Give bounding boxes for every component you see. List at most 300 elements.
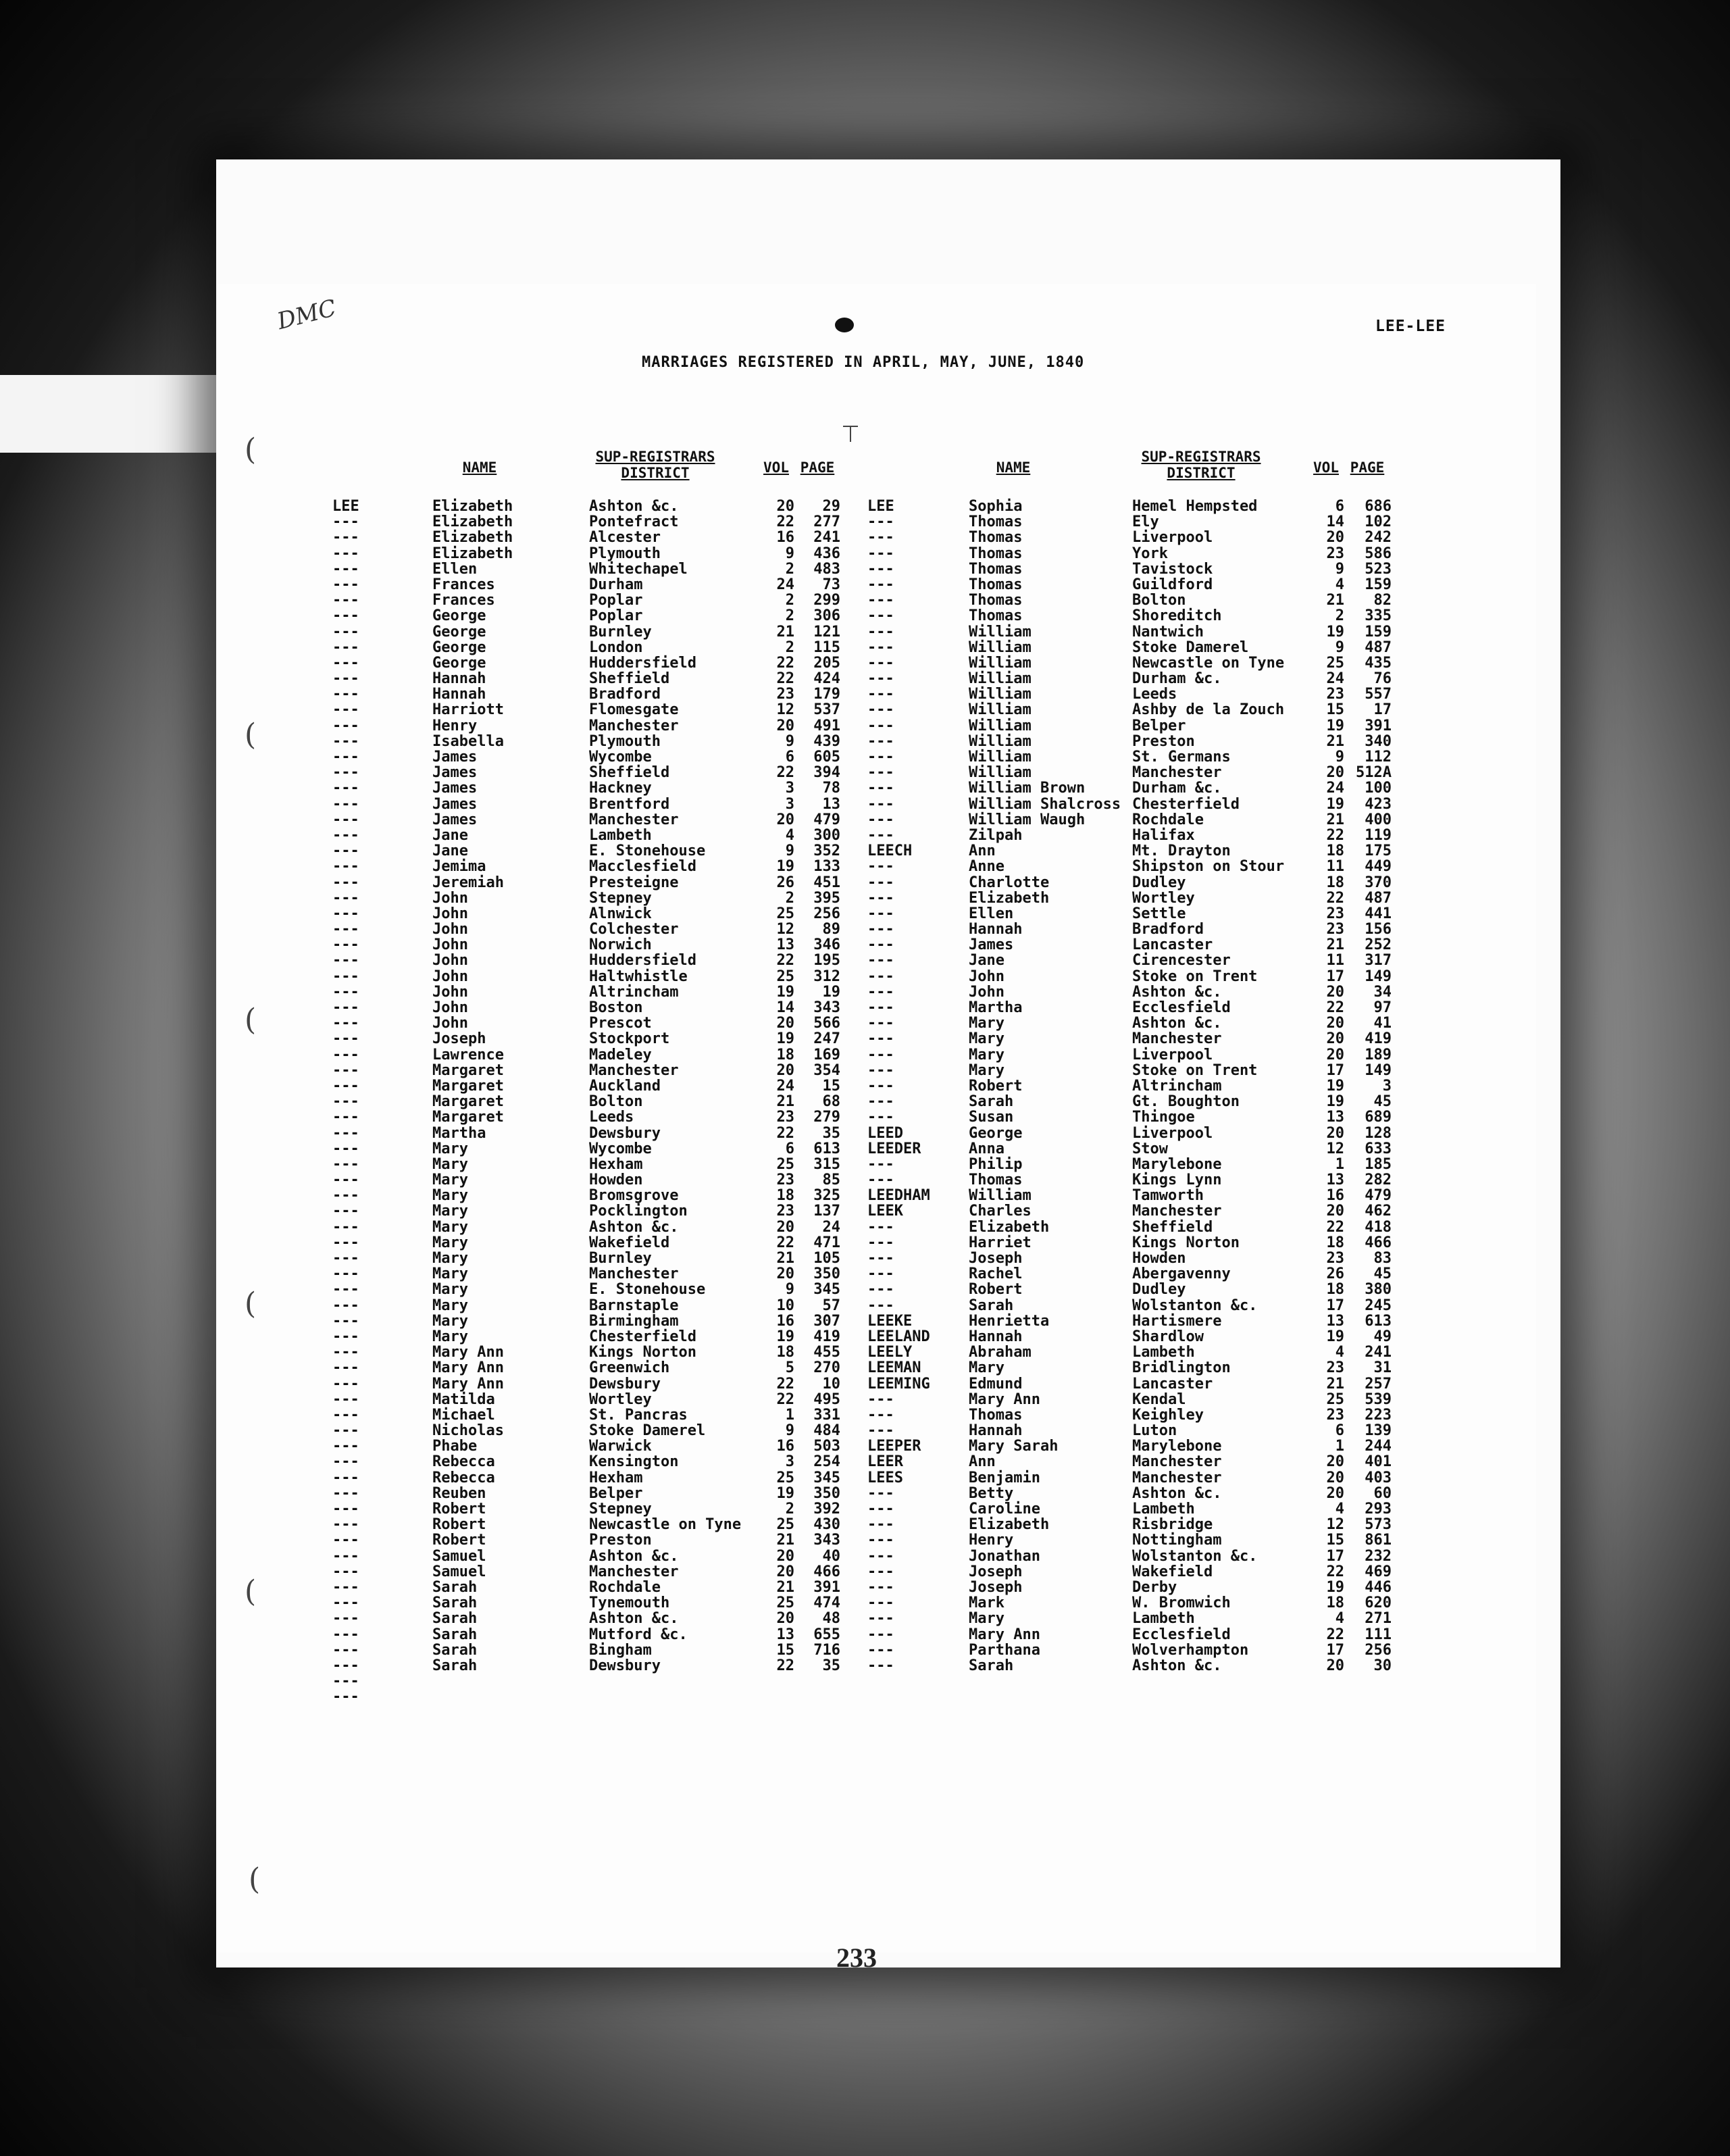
given-name-cell: William (969, 749, 1032, 766)
district-cell: Stoke Damerel (589, 1422, 706, 1440)
district-cell: Liverpool (1132, 529, 1213, 547)
district-cell: Liverpool (1132, 1124, 1213, 1142)
district-cell: Wycombe (589, 749, 652, 766)
page-cell: 586 (1365, 545, 1392, 562)
district-cell: Ashton &c. (589, 1610, 679, 1628)
surname-cell: --- (332, 1595, 359, 1612)
given-name-cell: James (432, 764, 478, 782)
district-cell: Greenwich (589, 1359, 670, 1377)
given-name-cell: James (432, 811, 478, 828)
page-cell: 345 (813, 1281, 840, 1299)
surname-cell: --- (867, 607, 894, 625)
page-cell: 271 (1365, 1610, 1392, 1628)
page-cell: 430 (813, 1516, 840, 1534)
page-cell: 41 (1373, 1015, 1392, 1032)
vol-cell: 20 (776, 1061, 794, 1079)
surname-cell: --- (867, 1610, 894, 1628)
page-cell: 474 (813, 1595, 840, 1612)
vol-cell: 4 (1335, 576, 1344, 593)
page-cell: 620 (1365, 1595, 1392, 1612)
district-cell: Ashby de la Zouch (1132, 701, 1285, 719)
page-cell: 15 (822, 1077, 840, 1095)
district-cell: Manchester (1132, 1453, 1222, 1471)
page-cell: 156 (1365, 921, 1392, 938)
surname-cell: --- (867, 623, 894, 641)
vol-cell: 16 (776, 529, 794, 547)
vol-cell: 14 (1326, 513, 1344, 531)
page-cell: 350 (813, 1265, 840, 1283)
surname-cell: --- (332, 858, 359, 876)
district-cell: Howden (1132, 1250, 1186, 1267)
district-cell: Lancaster (1132, 1375, 1213, 1393)
page-cell: 539 (1365, 1390, 1392, 1408)
surname-cell: --- (867, 592, 894, 609)
vol-cell: 24 (1326, 670, 1344, 688)
surname-cell: --- (867, 1390, 894, 1408)
surname-cell: --- (332, 654, 359, 672)
surname-cell: --- (332, 1641, 359, 1659)
page-cell: 455 (813, 1344, 840, 1361)
given-name-cell: Martha (432, 1124, 486, 1142)
page-cell: 487 (1365, 889, 1392, 907)
given-name-cell: John (432, 999, 468, 1016)
surname-cell: --- (332, 607, 359, 625)
surname-cell: LEE (332, 498, 359, 515)
district-cell: Stoke on Trent (1132, 1061, 1258, 1079)
surname-cell: --- (867, 749, 894, 766)
header-vol-right: VOL (1313, 459, 1339, 476)
page-cell: 139 (1365, 1422, 1392, 1440)
given-name-cell: Jane (432, 826, 468, 844)
vol-cell: 18 (1326, 1234, 1344, 1251)
vol-cell: 20 (1326, 529, 1344, 547)
district-cell: Preston (589, 1532, 652, 1549)
surname-cell: --- (332, 576, 359, 593)
surname-cell: --- (332, 1406, 359, 1424)
given-name-cell: Robert (432, 1501, 486, 1518)
district-cell: Tynemouth (589, 1595, 670, 1612)
page-cell: 446 (1365, 1578, 1392, 1596)
vol-cell: 10 (776, 1297, 794, 1314)
vol-cell: 20 (1326, 1657, 1344, 1674)
given-name-cell: Mary (432, 1155, 468, 1173)
page-cell: 391 (813, 1578, 840, 1596)
header-district-right: SUP-REGISTRARS DISTRICT (1141, 449, 1261, 481)
page-cell: 100 (1365, 780, 1392, 797)
page-cell: 380 (1365, 1281, 1392, 1299)
vol-cell: 20 (1326, 983, 1344, 1001)
surname-cell: --- (332, 1422, 359, 1440)
given-name-cell: Phabe (432, 1438, 478, 1455)
surname-cell: --- (867, 638, 894, 656)
given-name-cell: Mary (969, 1015, 1004, 1032)
page-title: MARRIAGES REGISTERED IN APRIL, MAY, JUNE, 1840 (642, 354, 1085, 371)
vol-cell: 19 (1326, 1578, 1344, 1596)
vol-cell: 25 (776, 1155, 794, 1173)
vol-cell: 2 (785, 592, 794, 609)
vol-cell: 4 (1335, 1610, 1344, 1628)
vol-cell: 9 (1335, 560, 1344, 578)
given-name-cell: Thomas (969, 576, 1023, 593)
district-cell: Poplar (589, 607, 643, 625)
surname-cell: --- (332, 1547, 359, 1565)
vol-cell: 22 (1326, 889, 1344, 907)
district-cell: Ashton &c. (1132, 983, 1222, 1001)
page-cell: 466 (813, 1563, 840, 1580)
surname-cell: --- (332, 1501, 359, 1518)
district-cell: Lambeth (1132, 1610, 1195, 1628)
surname-cell: --- (332, 1469, 359, 1486)
given-name-cell: Mary (969, 1030, 1004, 1048)
district-cell: Macclesfield (589, 858, 696, 876)
vol-cell: 22 (1326, 1626, 1344, 1643)
vol-cell: 22 (776, 764, 794, 782)
district-cell: Wakefield (589, 1234, 670, 1251)
page-cell: 466 (1365, 1234, 1392, 1251)
surname-cell: --- (867, 1234, 894, 1251)
surname-cell: --- (332, 1390, 359, 1408)
right-vol-column (1311, 499, 1344, 1674)
vol-cell: 19 (1326, 1077, 1344, 1095)
page-cell: 462 (1365, 1203, 1392, 1220)
given-name-cell: Hannah (969, 1422, 1023, 1440)
surname-cell: --- (332, 1328, 359, 1345)
district-cell: Belper (589, 1484, 643, 1502)
vol-cell: 22 (776, 1657, 794, 1674)
surname-cell: --- (332, 1046, 359, 1063)
given-name-cell: Harriott (432, 701, 504, 719)
given-name-cell: Martha (969, 999, 1023, 1016)
page-cell: 419 (1365, 1030, 1392, 1048)
surname-cell: --- (867, 780, 894, 797)
given-name-cell: Benjamin (969, 1469, 1040, 1486)
district-cell: Bolton (1132, 592, 1186, 609)
vol-cell: 2 (785, 1501, 794, 1518)
page-cell: 149 (1365, 1061, 1392, 1079)
district-cell: Ecclesfield (1132, 1626, 1231, 1643)
page-cell: 503 (813, 1438, 840, 1455)
surname-cell: --- (867, 1093, 894, 1111)
district-cell: Pocklington (589, 1203, 688, 1220)
vol-cell: 20 (776, 1547, 794, 1565)
vol-cell: 3 (785, 795, 794, 813)
vol-cell: 18 (1326, 843, 1344, 860)
page-cell: 232 (1365, 1547, 1392, 1565)
page-cell: 449 (1365, 858, 1392, 876)
page-cell: 133 (813, 858, 840, 876)
surname-cell: --- (867, 529, 894, 547)
page-cell: 35 (822, 1124, 840, 1142)
vol-cell: 4 (785, 826, 794, 844)
surname-cell: LEEK (867, 1203, 903, 1220)
district-cell: Stepney (589, 1501, 652, 1518)
district-cell: Norwich (589, 936, 652, 954)
page-cell: 19 (822, 983, 840, 1001)
vol-cell: 13 (1326, 1312, 1344, 1330)
district-cell: Presteigne (589, 874, 679, 891)
district-cell: Kings Norton (589, 1344, 696, 1361)
page-cell: 73 (822, 576, 840, 593)
district-cell: Bromsgrove (589, 1187, 679, 1205)
given-name-cell: Nicholas (432, 1422, 504, 1440)
district-cell: Sheffield (1132, 1218, 1213, 1236)
district-cell: Bolton (589, 1093, 643, 1111)
surname-cell: --- (867, 1218, 894, 1236)
given-name-cell: Frances (432, 592, 495, 609)
given-name-cell: James (432, 749, 478, 766)
district-cell: St. Germans (1132, 749, 1231, 766)
given-name-cell: Ellen (969, 905, 1014, 922)
page-cell: 394 (813, 764, 840, 782)
surname-cell: --- (332, 686, 359, 703)
given-name-cell: Mary Ann (969, 1626, 1040, 1643)
vol-cell: 25 (776, 968, 794, 985)
page-cell: 479 (1365, 1187, 1392, 1205)
given-name-cell: John (432, 983, 468, 1001)
vol-cell: 3 (785, 780, 794, 797)
surname-cell: --- (867, 1406, 894, 1424)
given-name-cell: Mary Ann (432, 1344, 504, 1361)
page-cell: 436 (813, 545, 840, 562)
vol-cell: 15 (1326, 701, 1344, 719)
vol-cell: 9 (785, 732, 794, 750)
surname-cell: --- (867, 999, 894, 1016)
surname-cell: --- (332, 1578, 359, 1596)
surname-cell: --- (332, 1312, 359, 1330)
given-name-cell: Sarah (432, 1578, 478, 1596)
page-cell: 317 (1365, 952, 1392, 970)
page-cell: 119 (1365, 826, 1392, 844)
surname-cell: --- (332, 529, 359, 547)
given-name-cell: Joseph (969, 1563, 1023, 1580)
vol-cell: 11 (1326, 952, 1344, 970)
surname-cell: --- (867, 1155, 894, 1173)
page-cell: 345 (813, 1469, 840, 1486)
surname-cell: --- (332, 1093, 359, 1111)
vol-cell: 21 (776, 1250, 794, 1267)
surname-cell: --- (332, 623, 359, 641)
given-name-cell: Margaret (432, 1109, 504, 1126)
vol-cell: 22 (776, 952, 794, 970)
page-cell: 10 (822, 1375, 840, 1393)
surname-cell: --- (867, 952, 894, 970)
vol-cell: 12 (776, 701, 794, 719)
page-cell: 418 (1365, 1218, 1392, 1236)
district-cell: Prescot (589, 1015, 652, 1032)
header-district-left: SUP-REGISTRARS DISTRICT (595, 449, 715, 481)
given-name-cell: Margaret (432, 1093, 504, 1111)
given-name-cell: Reuben (432, 1484, 486, 1502)
page-cell: 613 (813, 1140, 840, 1157)
surname-cell: --- (332, 1218, 359, 1236)
district-cell: Durham &c. (1132, 780, 1222, 797)
given-name-cell: George (432, 654, 486, 672)
vol-cell: 24 (776, 1077, 794, 1095)
surname-cell: --- (332, 780, 359, 797)
vol-cell: 23 (776, 1203, 794, 1220)
vol-cell: 14 (776, 999, 794, 1016)
vol-cell: 23 (776, 1172, 794, 1189)
page-cell: 861 (1365, 1532, 1392, 1549)
vol-cell: 20 (1326, 1030, 1344, 1048)
district-cell: Rochdale (1132, 811, 1204, 828)
given-name-cell: Jonathan (969, 1547, 1040, 1565)
given-name-cell: John (432, 968, 468, 985)
given-name-cell: Thomas (969, 607, 1023, 625)
vol-cell: 20 (776, 717, 794, 734)
surname-cell: --- (867, 717, 894, 734)
page-cell: 57 (822, 1297, 840, 1314)
surname-cell: --- (867, 1077, 894, 1095)
vol-cell: 23 (1326, 921, 1344, 938)
given-name-cell: Samuel (432, 1563, 486, 1580)
given-name-cell: Jane (432, 843, 468, 860)
district-cell: Plymouth (589, 732, 661, 750)
district-cell: Durham (589, 576, 643, 593)
surname-cell: --- (332, 1203, 359, 1220)
district-cell: Sheffield (589, 764, 670, 782)
given-name-cell: Zilpah (969, 826, 1023, 844)
page-cell: 487 (1365, 638, 1392, 656)
page-cell: 45 (1373, 1265, 1392, 1283)
page-cell: 352 (813, 843, 840, 860)
vol-cell: 23 (1326, 1250, 1344, 1267)
district-cell: Risbridge (1132, 1516, 1213, 1534)
surname-cell: --- (867, 1265, 894, 1283)
surname-cell: --- (332, 1250, 359, 1267)
given-name-cell: Mary Sarah (969, 1438, 1059, 1455)
vol-cell: 2 (785, 638, 794, 656)
pencil-mark (850, 426, 851, 442)
page-cell: 392 (813, 1501, 840, 1518)
given-name-cell: Lawrence (432, 1046, 504, 1063)
vol-cell: 19 (1326, 623, 1344, 641)
given-name-cell: Mary Ann (432, 1359, 504, 1377)
page-cell: 282 (1365, 1172, 1392, 1189)
surname-cell: --- (867, 1641, 894, 1659)
vol-cell: 20 (776, 1218, 794, 1236)
district-cell: Newcastle on Tyne (1132, 654, 1285, 672)
district-cell: Guildford (1132, 576, 1213, 593)
vol-cell: 18 (776, 1046, 794, 1063)
surname-cell: LEEDHAM (867, 1187, 930, 1205)
page-cell: 557 (1365, 686, 1392, 703)
district-cell: Tamworth (1132, 1187, 1204, 1205)
given-name-cell: Thomas (969, 513, 1023, 531)
given-name-cell: William (969, 638, 1032, 656)
surname-cell: --- (332, 843, 359, 860)
surname-cell: --- (867, 670, 894, 688)
page-cell: 573 (1365, 1516, 1392, 1534)
given-name-cell: Mary (969, 1061, 1004, 1079)
vol-cell: 9 (785, 545, 794, 562)
district-cell: Stepney (589, 889, 652, 907)
vol-cell: 2 (785, 889, 794, 907)
district-cell: Lambeth (1132, 1344, 1195, 1361)
page-cell: 307 (813, 1312, 840, 1330)
right-district-column (1132, 499, 1308, 1674)
given-name-cell: Anne (969, 858, 1004, 876)
given-name-cell: Ellen (432, 560, 478, 578)
vol-cell: 16 (1326, 1187, 1344, 1205)
surname-cell: --- (332, 1673, 359, 1690)
vol-cell: 22 (1326, 1563, 1344, 1580)
page-cell: 128 (1365, 1124, 1392, 1142)
vol-cell: 22 (1326, 1218, 1344, 1236)
surname-cell: --- (332, 889, 359, 907)
vol-cell: 6 (785, 749, 794, 766)
district-cell: Marylebone (1132, 1155, 1222, 1173)
given-name-cell: Henrietta (969, 1312, 1050, 1330)
vol-cell: 20 (1326, 1203, 1344, 1220)
district-cell: Hexham (589, 1155, 643, 1173)
district-cell: Ashton &c. (1132, 1484, 1222, 1502)
district-cell: Burnley (589, 1250, 652, 1267)
vol-cell: 19 (1326, 717, 1344, 734)
given-name-cell: Elizabeth (969, 1516, 1050, 1534)
district-cell: Mt. Drayton (1132, 843, 1231, 860)
page-cell: 105 (813, 1250, 840, 1267)
surname-cell: --- (332, 921, 359, 938)
district-cell: E. Stonehouse (589, 843, 706, 860)
given-name-cell: Henry (432, 717, 478, 734)
page-cell: 633 (1365, 1140, 1392, 1157)
given-name-cell: Henry (969, 1532, 1014, 1549)
binding-hole-icon: ( (245, 1286, 257, 1321)
surname-cell: --- (332, 1626, 359, 1643)
given-name-cell: George (432, 638, 486, 656)
vol-cell: 23 (1326, 686, 1344, 703)
given-name-cell: John (432, 921, 468, 938)
surname-cell: --- (867, 858, 894, 876)
surname-cell: --- (332, 952, 359, 970)
surname-cell: --- (867, 1516, 894, 1534)
page-cell: 401 (1365, 1453, 1392, 1471)
surname-cell: --- (332, 999, 359, 1016)
surname-cell: --- (867, 1657, 894, 1674)
given-name-cell: Anna (969, 1140, 1004, 1157)
district-cell: Ashton &c. (1132, 1015, 1222, 1032)
given-name-cell: Parthana (969, 1641, 1040, 1659)
surname-cell: --- (332, 1532, 359, 1549)
district-cell: Bradford (1132, 921, 1204, 938)
given-name-cell: George (432, 607, 486, 625)
district-cell: Wortley (589, 1390, 652, 1408)
given-name-cell: Betty (969, 1484, 1014, 1502)
page-number: 233 (836, 1942, 877, 1973)
page-cell: 423 (1365, 795, 1392, 813)
page-cell: 686 (1365, 498, 1392, 515)
vol-cell: 25 (776, 1516, 794, 1534)
page-cell: 346 (813, 936, 840, 954)
page-cell: 299 (813, 592, 840, 609)
district-cell: Howden (589, 1172, 643, 1189)
surname-cell: --- (332, 1516, 359, 1534)
surname-cell: LEEMAN (867, 1359, 921, 1377)
surname-cell: --- (332, 592, 359, 609)
surname-cell: LEER (867, 1453, 903, 1471)
given-name-cell: Mark (969, 1595, 1004, 1612)
surname-cell: --- (867, 1015, 894, 1032)
binding-hole-icon: ( (249, 1862, 261, 1897)
surname-cell: LEEMING (867, 1375, 930, 1393)
page-cell: 537 (813, 701, 840, 719)
surname-cell: --- (867, 936, 894, 954)
district-cell: Gt. Boughton (1132, 1093, 1240, 1111)
district-cell: Lancaster (1132, 936, 1213, 954)
surname-cell: LEE (867, 498, 894, 515)
district-cell: Manchester (589, 1061, 679, 1079)
